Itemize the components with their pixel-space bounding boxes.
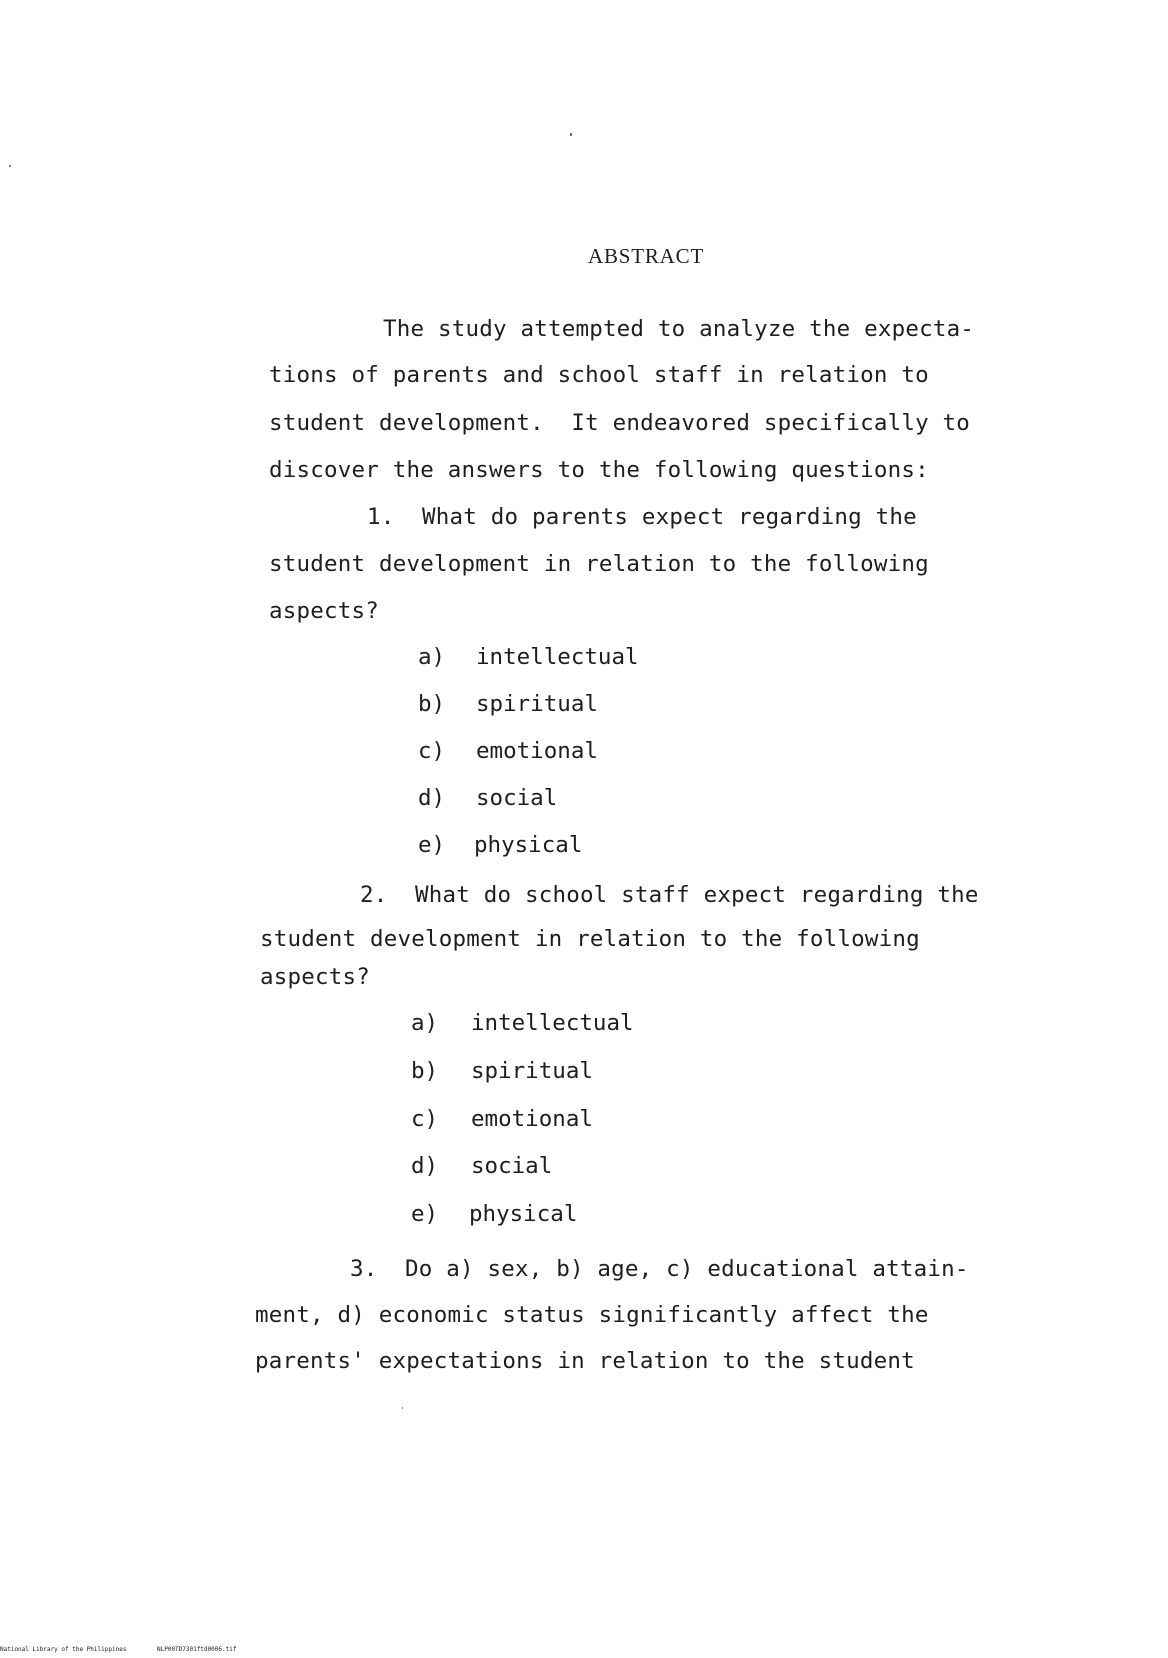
question-1-line: student development in relation to the following (269, 551, 929, 577)
question-3-line: parents' expectations in relation to the student (255, 1348, 915, 1374)
footer-file-label: NLP00TD7301ftd0006.tif (157, 1646, 237, 1653)
page-title: ABSTRACT (588, 244, 705, 268)
q1-item-letter: d) (418, 785, 446, 811)
q2-item-text: intellectual (471, 1010, 634, 1036)
q2-item-text: social (471, 1153, 553, 1179)
q2-item-text: emotional (471, 1106, 593, 1132)
intro-line: The study attempted to analyze the expecta- (383, 316, 975, 342)
q2-item-text: spiritual (471, 1058, 593, 1084)
scan-speck (402, 1407, 403, 1409)
footer-library-label: National Library of the Philippines (0, 1646, 127, 1653)
intro-line: student development. It endeavored specifically to (269, 410, 971, 436)
q2-item-letter: d) (411, 1153, 439, 1179)
q1-item-text: spiritual (476, 691, 598, 717)
q1-item-text: social (476, 785, 558, 811)
intro-line: discover the answers to the following questions: (269, 457, 929, 483)
intro-line: tions of parents and school staff in relation to (269, 362, 929, 388)
q1-item-letter: e) (418, 832, 446, 858)
q1-item-text: physical (474, 832, 583, 858)
q2-item-letter: b) (411, 1058, 439, 1084)
question-2-line: 2. What do school staff expect regarding the (360, 882, 979, 908)
question-3-line: 3. Do a) sex, b) age, c) educational attain- (350, 1256, 969, 1282)
question-2-line: student development in relation to the following (260, 926, 920, 952)
scan-speck (9, 165, 11, 167)
question-2-line: aspects? (260, 964, 370, 990)
scan-speck (570, 133, 572, 136)
q1-item-letter: a) (418, 644, 446, 670)
q1-item-letter: b) (418, 691, 446, 717)
question-3-line: ment, d) economic status significantly affect the (255, 1302, 929, 1328)
q1-item-letter: c) (418, 738, 446, 764)
q2-item-letter: e) (411, 1201, 439, 1227)
question-1-line: aspects? (269, 598, 379, 624)
q2-item-text: physical (469, 1201, 578, 1227)
q2-item-letter: a) (411, 1010, 439, 1036)
q2-item-letter: c) (411, 1106, 439, 1132)
q1-item-text: emotional (476, 738, 598, 764)
q1-item-text: intellectual (476, 644, 639, 670)
question-1-line: 1. What do parents expect regarding the (367, 504, 917, 530)
